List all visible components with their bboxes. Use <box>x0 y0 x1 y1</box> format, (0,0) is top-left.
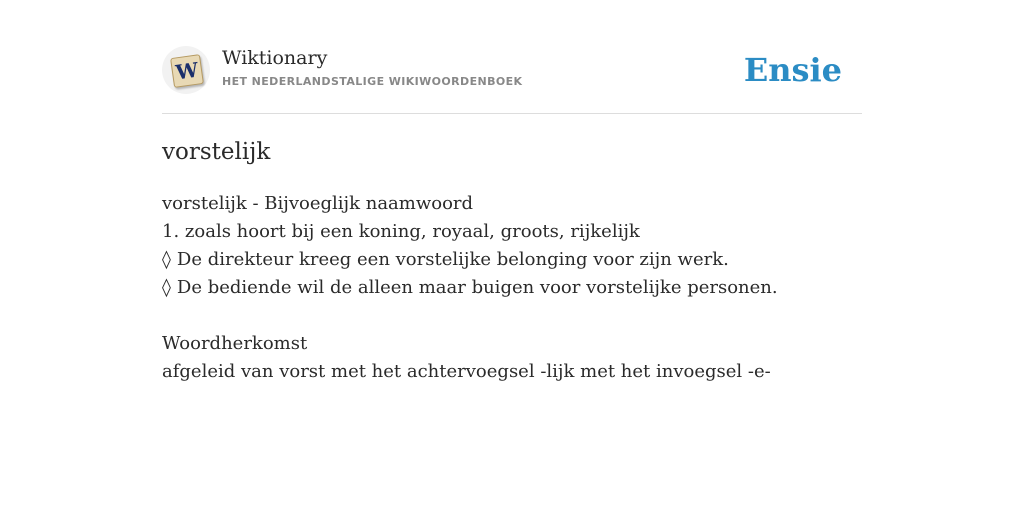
definition-line: 1. zoals hoort bij een koning, royaal, groots, rijkelijk <box>162 221 640 242</box>
site-header <box>162 0 862 114</box>
page-title: vorstelijk <box>162 139 271 165</box>
etymology-heading: Woordherkomst <box>162 333 308 354</box>
example-diamond-icon: ◊ <box>162 249 171 270</box>
part-of-speech-line: vorstelijk - Bijvoeglijk naamwoord <box>162 193 474 214</box>
ensie-brand-link[interactable]: Ensie <box>743 51 842 89</box>
example-diamond-icon: ◊ <box>162 277 171 298</box>
example-line <box>162 274 862 302</box>
wiktionary-logo-icon[interactable] <box>162 46 210 94</box>
example-text: De direkteur kreeg een vorstelijke belonging voor zijn werk. <box>176 249 729 270</box>
spacer <box>162 302 862 330</box>
site-tagline: HET NEDERLANDSTALIGE WIKIWOORDENBOEK <box>222 75 523 88</box>
logo-tile: W <box>170 54 204 88</box>
etymology-text: afgeleid van vorst met het achtervoegsel -lijk met het invoegsel -e- <box>162 361 771 382</box>
entry-body <box>162 190 862 386</box>
page-container <box>162 0 862 382</box>
site-name[interactable]: Wiktionary <box>222 47 328 69</box>
example-line <box>162 246 862 274</box>
example-text: De bediende wil de alleen maar buigen voor vorstelijke personen. <box>176 277 778 298</box>
